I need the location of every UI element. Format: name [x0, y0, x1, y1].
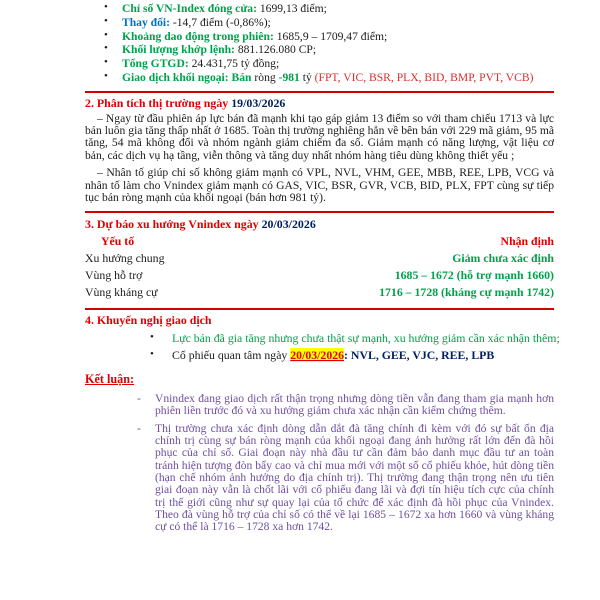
- separator-line: [85, 308, 554, 310]
- table-cell-factor: Yếu tố: [101, 234, 135, 249]
- dash-icon: -: [137, 421, 141, 435]
- table-cell-factor: Vùng kháng cự: [85, 285, 158, 300]
- summary-item-value: [85, 57, 554, 71]
- table-cell-assessment: 1685 – 1672 (hỗ trợ mạnh 1660): [394, 268, 554, 283]
- table-cell-assessment: Nhận định: [500, 234, 554, 249]
- bullet-icon: •: [104, 14, 108, 27]
- table-cell-assessment: 1716 – 1728 (kháng cự mạnh 1742): [379, 285, 554, 300]
- summary-item-text: Giao dịch khối ngoại: Bán ròng -981 tỷ (FPT, VIC, BSR, PLX, BID, BMP, PVT, VCB): [122, 70, 534, 84]
- table-cell-assessment: Giảm chưa xác định: [452, 251, 554, 266]
- summary-item-vnindex-close: [85, 2, 554, 16]
- summary-item-text: Khoảng dao động trong phiên: 1685,9 – 1709,47 điểm;: [122, 29, 388, 43]
- summary-item-text: Chỉ số VN-Index đóng cửa: 1699,13 điểm;: [122, 2, 327, 15]
- section-2-title: 2. Phân tích thị trường ngày 19/03/2026: [85, 95, 286, 110]
- table-row-header: [85, 233, 554, 250]
- conclusion-text: Thị trường chưa xác định dòng dẫn dắt đà tăng chính đi kèm với đó sự bất ổn địa chính trị cùng sự bán ròng mạnh của khối ngoại đang ảnh hưởng rất lớn đến đà hồi phục của chỉ số. Giai đoạn này nhà đầu tư cần đảm bảo danh mục đầu tư an toàn tránh hiện tượng đòn bẩy cao và chỉ mua mới với một số cổ phiếu khỏe, hút dòng tiền (hạn chế nhóm ảnh hưởng do địa chính trị). Thị trường đang thận trọng nên ưu tiên giai đoạn này vẫn là chốt lãi với cổ phiếu đang lãi và đợi tín hiệu tích cực của chính trị thế giới cũng như sự quay lại của tổ chức để xác định đà hồi phục của Vnindex. Theo đà vùng hỗ trợ của chỉ số có thể về lại 1685 – 1672 xa hơn 1660 và vùng kháng cự có thể là 1716 – 1728 xa hơn 1742.: [155, 421, 554, 534]
- dash-icon: -: [137, 392, 141, 406]
- summary-item-change: [85, 16, 554, 30]
- separator-line: [85, 91, 554, 93]
- summary-item-range: [85, 30, 554, 44]
- recommendation-item-2: [85, 347, 554, 364]
- summary-item-foreign-trading: [85, 71, 554, 85]
- recommendation-item-1: [85, 330, 560, 347]
- conclusion-text: Vnindex đang giao dịch rất thận trọng nhưng dòng tiền vẫn đang tham gia mạnh hơn phiên liền trước đó và xu hướng giảm chưa xác nhận cần kiểm chứng thêm.: [155, 392, 554, 418]
- recommendation-text: Lực bán đã gia tăng nhưng chưa thật sự mạnh, xu hướng giảm cần xác nhận thêm;: [172, 331, 560, 346]
- section-3-title: 3. Dự báo xu hướng Vnindex ngày 20/03/2026: [85, 217, 316, 232]
- summary-item-text: Thay đổi: -14,7 điểm (-0,86%);: [122, 15, 271, 29]
- section-4-title: 4. Khuyến nghị giao dịch: [85, 313, 212, 328]
- bullet-icon: •: [104, 56, 108, 69]
- report-content: [85, 0, 560, 534]
- bullet-icon: •: [150, 347, 154, 360]
- table-row-resistance: [85, 284, 554, 301]
- section-2-paragraph-1: – Ngay từ đầu phiên áp lực bán đã mạnh khi tạo gáp giảm 13 điểm so với tham chiếu 1713 và lực bán luôn gia tăng thấp nhất ở 1685. Toàn thị trường nghiêng hẳn về bên bán với 229 mã giảm, 95 mã tăng, 54 mã không đổi và nhóm ngành giảm chiếm đa số. Giảm mạnh có năng lượng, vật liệu cơ bản, các dịch vụ hạ tầng, viễn thông và tăng duy nhất nhóm hàng tiêu dùng không thiết yếu ;: [85, 111, 554, 162]
- conclusion-item-2: [85, 423, 554, 534]
- conclusion-heading: Kết luận:: [85, 372, 135, 387]
- table-cell-factor: Xu hướng chung: [85, 251, 165, 266]
- market-summary-list: [85, 0, 554, 85]
- summary-item-text: Khối lượng khớp lệnh: 881.126.080 CP;: [122, 43, 317, 57]
- forecast-table: [85, 233, 554, 301]
- conclusion-list: [85, 393, 554, 533]
- recommendations-list: [85, 330, 560, 363]
- bullet-icon: •: [104, 42, 108, 55]
- separator-line: [85, 211, 554, 213]
- conclusion-item-1: [85, 393, 554, 418]
- table-row-support: [85, 267, 554, 284]
- summary-item-text: Tổng GTGD: 24.431,75 tỷ đồng;: [122, 57, 280, 71]
- bullet-icon: •: [150, 331, 154, 344]
- bullet-icon: •: [104, 28, 108, 41]
- section-2-paragraph-2: – Nhân tố giúp chỉ số không giảm mạnh có VPL, NVL, VHM, GEE, MBB, REE, LPB, VCG và nhân tố làm cho Vnindex giảm mạnh có GAS, VIC, BSR, GVR, VCB, BID, PLX, FPT cùng sự tiếp tục bán ròng mạnh của khối ngoại (bán hơn 981 tỷ).: [85, 166, 554, 204]
- bullet-icon: •: [104, 69, 108, 82]
- table-cell-factor: Vùng hỗ trợ: [85, 268, 143, 283]
- bullet-icon: •: [104, 1, 108, 13]
- summary-item-volume: [85, 43, 554, 57]
- recommendation-text: Cổ phiếu quan tâm ngày 20/03/2026: NVL, GEE, VJC, REE, LPB: [172, 347, 495, 362]
- table-row-trend: [85, 250, 554, 267]
